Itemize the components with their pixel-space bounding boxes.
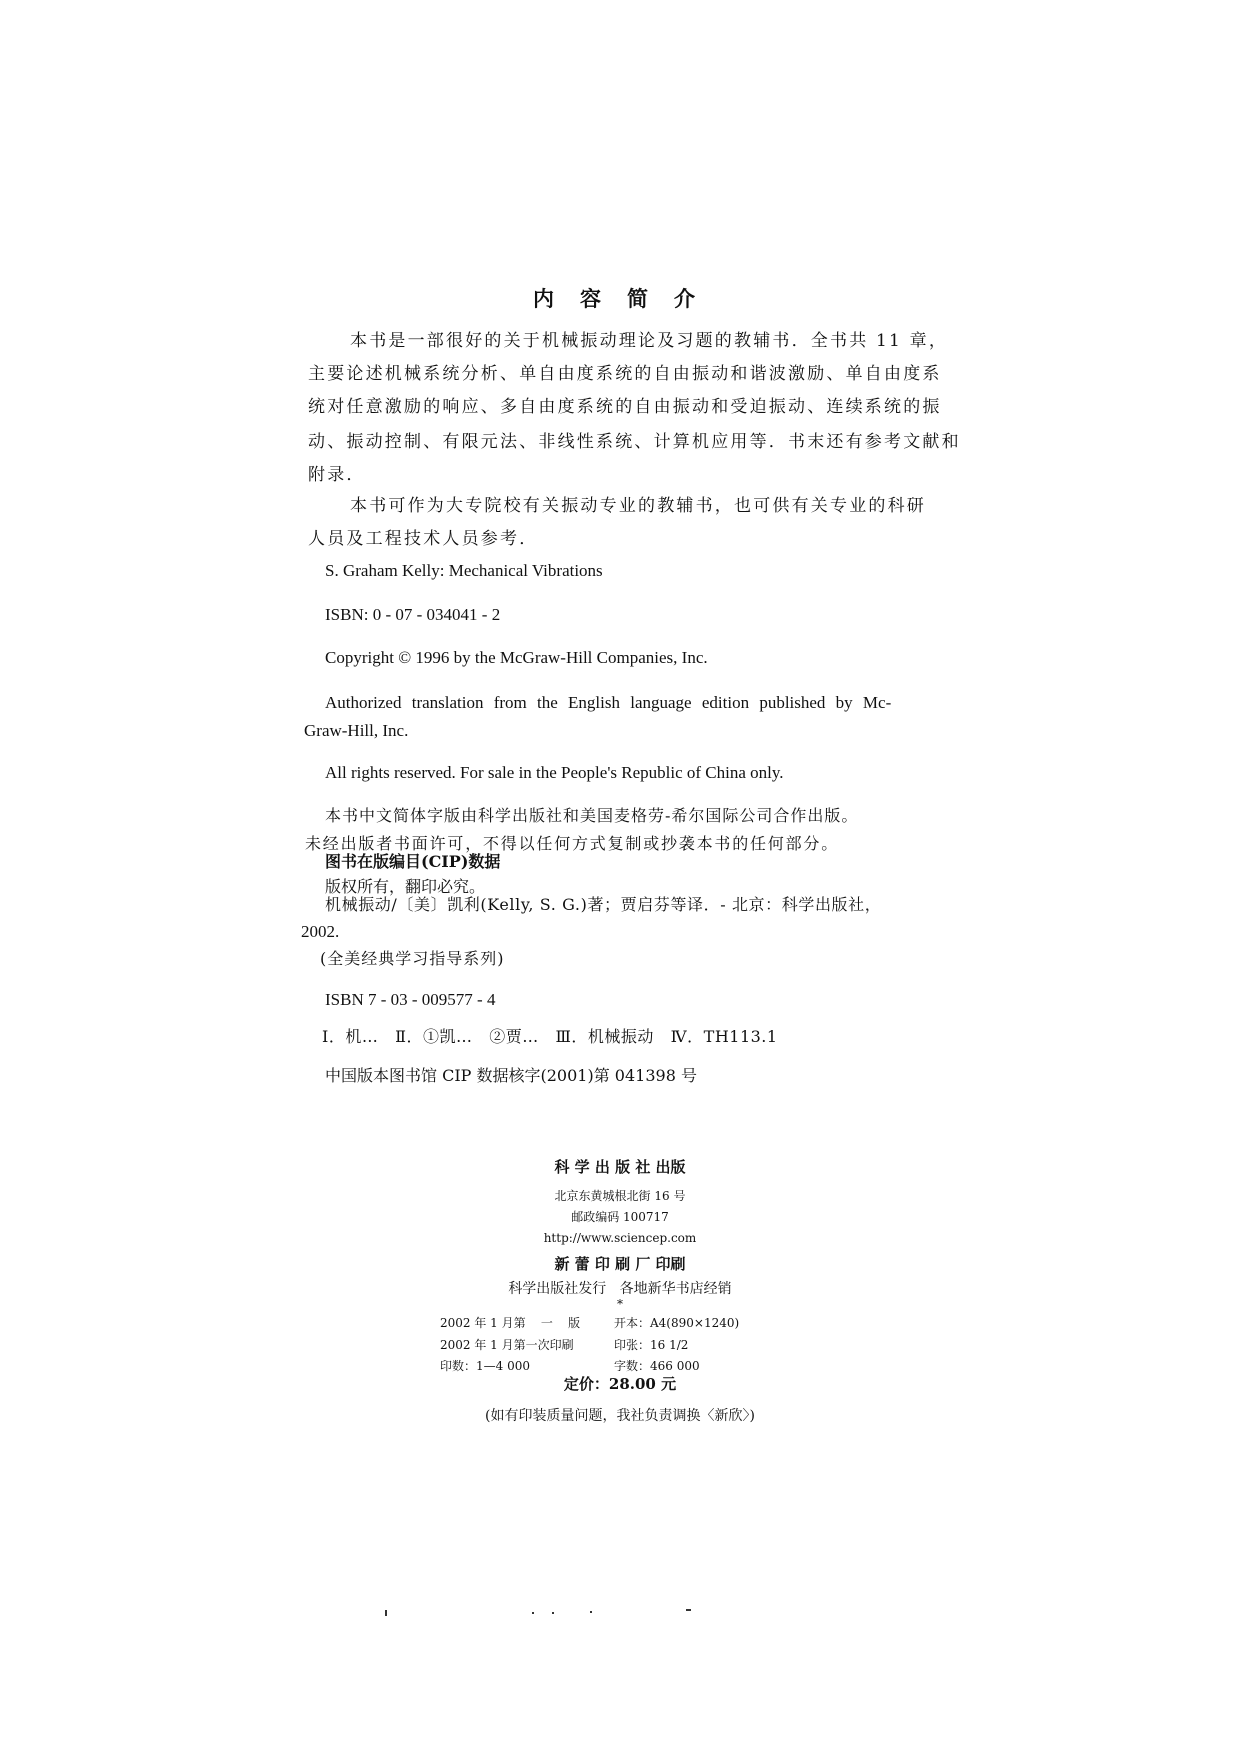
cip-record: 中国版本图书馆 CIP 数据核字(2001)第 041398 号 [325,1066,697,1085]
price: 定价：28.00 元 [563,1375,677,1393]
cip-classification: Ⅰ．机… Ⅱ．①凯… ②贾… Ⅲ．机械振动 Ⅳ．TH113.1 [322,1027,778,1046]
copyright-line: Copyright © 1996 by the McGraw-Hill Companies, Inc. [325,648,708,667]
sheets: 印张：16 1/2 [614,1338,689,1352]
cn-rights: 版权所有，翻印必究。 [325,877,486,896]
format: 开本：A4(890×1240) [614,1316,740,1330]
original-isbn: ISBN: 0 - 07 - 034041 - 2 [325,605,501,624]
summary-line: 本书是一部很好的关于机械振动理论及习题的教辅书．全书共 11 章， [350,331,949,351]
printing: 2002 年 1 月第一次印刷 [440,1338,574,1352]
word-count: 字数：466 000 [614,1359,700,1373]
publisher-address: 北京东黄城根北街 16 号 [554,1189,686,1203]
summary-line: 动、振动控制、有限元法、非线性系统、计算机应用等．书末还有参考文献和 [308,432,961,452]
cn-notice-line: 未经出版者书面许可，不得以任何方式复制或抄袭本书的任何部分。 [305,834,840,853]
rights-line: All rights reserved. For sale in the People's Republic of China only. [325,763,784,782]
summary-title: 内容简介 [533,286,721,311]
cip-series: (全美经典学习指导系列) [320,949,505,968]
printer: 新 蕾 印 刷 厂 印刷 [554,1255,686,1273]
summary-line: 主要论述机械系统分析、单自由度系统的自由振动和谐波激励、单自由度系 [308,364,942,384]
cn-notice-line: 本书中文简体字版由科学出版社和美国麦格劳-希尔国际公司合作出版。 [325,806,859,825]
cip-entry-line: 2002. [301,922,340,941]
print-run: 印数：1—4 000 [440,1359,530,1373]
authorized-line: Graw-Hill, Inc. [304,721,409,740]
summary-line: 统对任意激励的响应、多自由度系统的自由振动和受迫振动、连续系统的振 [308,397,942,417]
edition: 2002 年 1 月第 一 版 [440,1316,581,1330]
cip-isbn: ISBN 7 - 03 - 009577 - 4 [325,990,496,1009]
publisher: 科 学 出 版 社 出版 [554,1158,686,1176]
summary-line: 本书可作为大专院校有关振动专业的教辅书，也可供有关专业的科研 [350,496,926,516]
separator: * [617,1297,623,1311]
summary-line: 附录． [308,465,366,485]
original-title: S. Graham Kelly: Mechanical Vibrations [325,561,603,580]
distribution: 科学出版社发行 各地新华书店经销 [508,1281,732,1297]
postcode: 邮政编码 100717 [571,1210,669,1224]
publisher-url: http://www.sciencep.com [543,1231,697,1245]
authorized-line: Authorized translation from the English language edition published by Mc- [325,693,892,712]
quality-note: (如有印装质量问题，我社负责调换〈新欣〉) [485,1408,755,1424]
summary-line: 人员及工程技术人员参考． [308,529,539,549]
cip-heading: 图书在版编目(CIP)数据 [325,852,501,871]
cip-entry-line: 机械振动/〔美〕凯利(Kelly, S. G.)著；贾启芬等译．- 北京：科学出版社， [325,895,882,914]
